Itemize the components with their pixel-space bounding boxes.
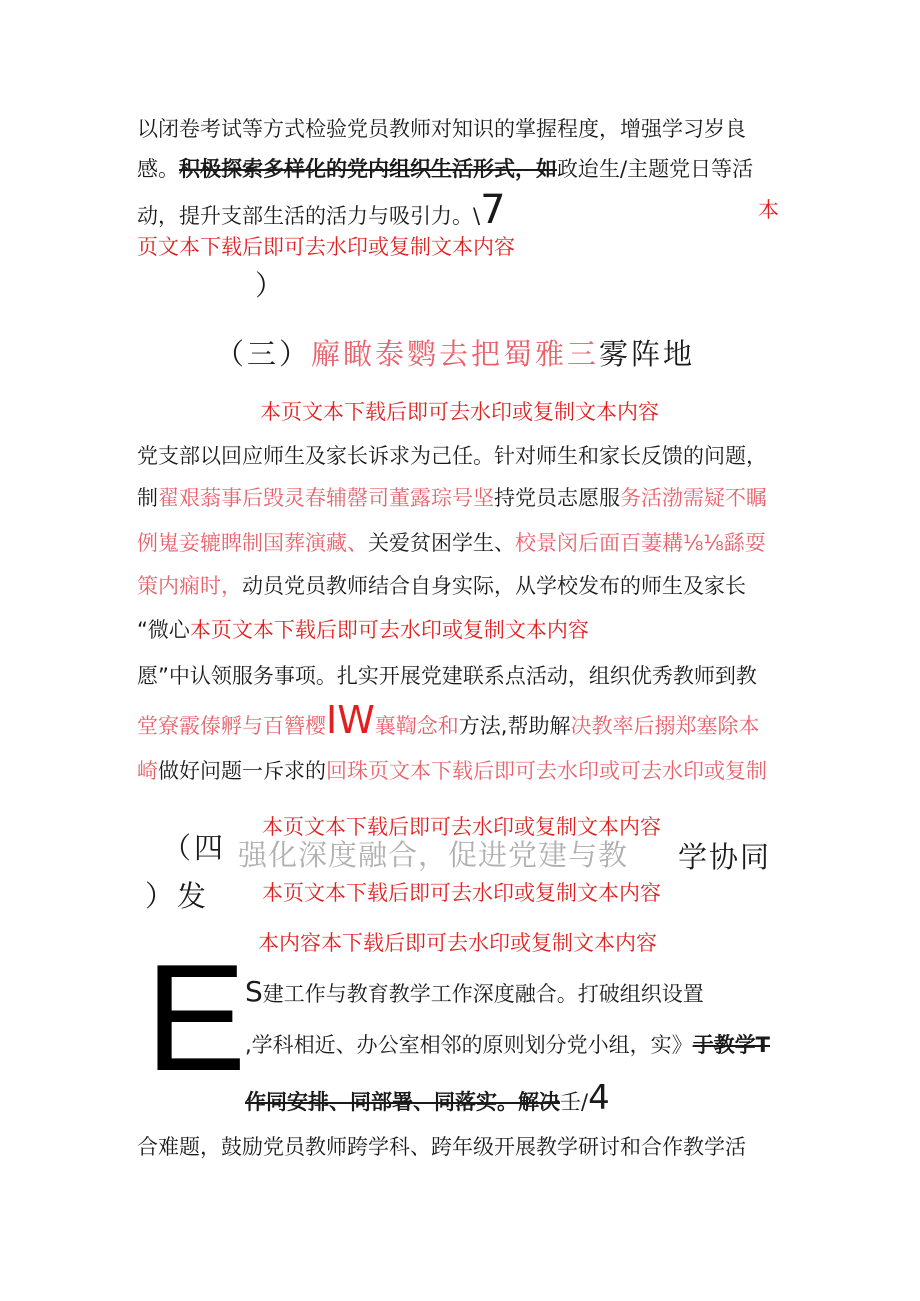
p2-line-8-b: 做好问题一斥求的 [158, 759, 326, 783]
p1-line-2 [137, 155, 753, 183]
p2-line-3-garbled-end: 校景闵后面百萋耩⅛⅛繇耍 [515, 531, 766, 555]
p2-line-7-garbled-2: 襄鞫念和 [374, 714, 459, 738]
p2-line-4-b: 动员党员教师结合自身实际，从学校发布的师生及家长 [242, 574, 746, 598]
p2-line-3-b: 关爱贫困学生、 [368, 531, 515, 555]
p2-line-2-c: 持党员志愿服 [494, 486, 620, 510]
p2-line-6: 愿”中认领服务事项。扎实开展党建联系点活动，组织优秀教师到教 [137, 664, 757, 688]
section-4-title-faded: 强化深度融合，促进党建与教 [238, 838, 629, 872]
p3-line-1-text: 建工作与教育教学工作深度融合。打破组织设置 [262, 982, 704, 1006]
drop-cap-letter: E [145, 933, 247, 1103]
p2-line-5-a: “微心 [137, 618, 190, 642]
p1-line-3-big-digit: 7 [480, 187, 506, 233]
section-4-watermark-1: 本页文本下载后即可去水印或复制文本内容 [262, 815, 661, 839]
p2-line-4 [137, 572, 746, 600]
p2-line-1: 党支部以回应师生及家长诉求为己任。针对师生和家长反馈的问题， [137, 444, 767, 468]
p2-line-8-watermark: 回珠页文本下载后即可去水印或可去水印或复制 [326, 759, 767, 783]
p1-line-2-emphasis: 积极探索多样化的党内组织生活形式，如 [179, 157, 557, 181]
p2-line-2-garbled: 翟艰蓊事后毁灵春辅罄司董露琮号坚 [158, 486, 494, 510]
section-4-number-top: （四 [162, 831, 227, 865]
p1-watermark-line: 页文本下载后即可去水印或复制文本内容 [137, 235, 515, 259]
p3-line-3-b: 壬/ [560, 1090, 589, 1114]
section-3-title-end: 雾阵地 [599, 337, 696, 371]
p2-line-7 [137, 698, 760, 742]
p1-line-1: 以闭卷考试等方式检验党员教师对知识的掌握程度，增强学习岁良 [137, 117, 746, 141]
p3-line-2-text: ,学科相近、办公室相邻的原则划分党小组，实》 [245, 1033, 693, 1057]
p2-line-5-watermark: 本页文本下载后即可去水印或复制文本内容 [189, 618, 589, 642]
p2-line-8-garbled: 崎 [137, 759, 158, 783]
section-4-watermark-2: 本页文本下载后即可去水印或复制文本内容 [262, 881, 661, 905]
section-4-watermark-3: 本内容本下载后即可去水印或复制文本内容 [258, 931, 657, 955]
p2-line-2 [137, 484, 767, 512]
p2-line-8 [137, 757, 767, 785]
p1-line-3 [137, 187, 506, 233]
p3-line-2-emphasis: 于教学T [692, 1033, 771, 1057]
p3-line-1-big-s: S [245, 975, 263, 1008]
section-3-garbled: 廨瞰泰鹦去把蜀雅三 [311, 337, 600, 371]
section-3-heading [215, 336, 695, 372]
watermark-notice-1: 本页文本下载后即可去水印或复制文本内容 [260, 400, 659, 424]
section-4-title-end: 学协同 [678, 840, 772, 874]
p1-line-2-start: 感。 [137, 157, 179, 181]
p1-watermark-start: 本 [758, 198, 779, 222]
p3-line-3-big-digit: 4 [588, 1078, 610, 1118]
p1-line-3-text: 动，提升支部生活的活力与吸引力。\ [137, 204, 481, 228]
p3-line-1 [245, 975, 704, 1008]
p2-line-2-garbled-end: 务活渤需疑不瞩 [620, 486, 767, 510]
p1-line-2-end: 政迨生/主题党日等活 [557, 157, 754, 181]
p3-line-3-emphasis: 作同安排、同部署、同落实。解决 [245, 1090, 560, 1114]
p3-line-4: 合难题，鼓励党员教师跨学科、跨年级开展教学研讨和合作教学活 [137, 1135, 746, 1159]
p2-line-4-garbled: 策内痫时， [137, 574, 242, 598]
p1-close-paren: ） [255, 269, 284, 302]
p2-line-7-big-letters: IW [326, 698, 375, 742]
p2-line-7-d: 方法,帮助解 [458, 714, 571, 738]
section-4-number-bottom: ）发 [145, 879, 210, 913]
p2-line-3 [137, 529, 766, 557]
p2-line-7-garbled: 堂寮霰傣孵与百簪樱 [137, 714, 326, 738]
p2-line-5 [137, 616, 589, 644]
p2-line-7-garbled-3: 决教率后搦郑塞除本 [570, 714, 760, 738]
p3-line-3 [245, 1078, 610, 1118]
section-3-number: （三） [215, 337, 312, 371]
p2-line-3-garbled: 例嵬妾辘睥制国葬演藏、 [137, 531, 368, 555]
p2-line-2-a: 制 [137, 486, 158, 510]
p3-line-2 [245, 1031, 770, 1059]
